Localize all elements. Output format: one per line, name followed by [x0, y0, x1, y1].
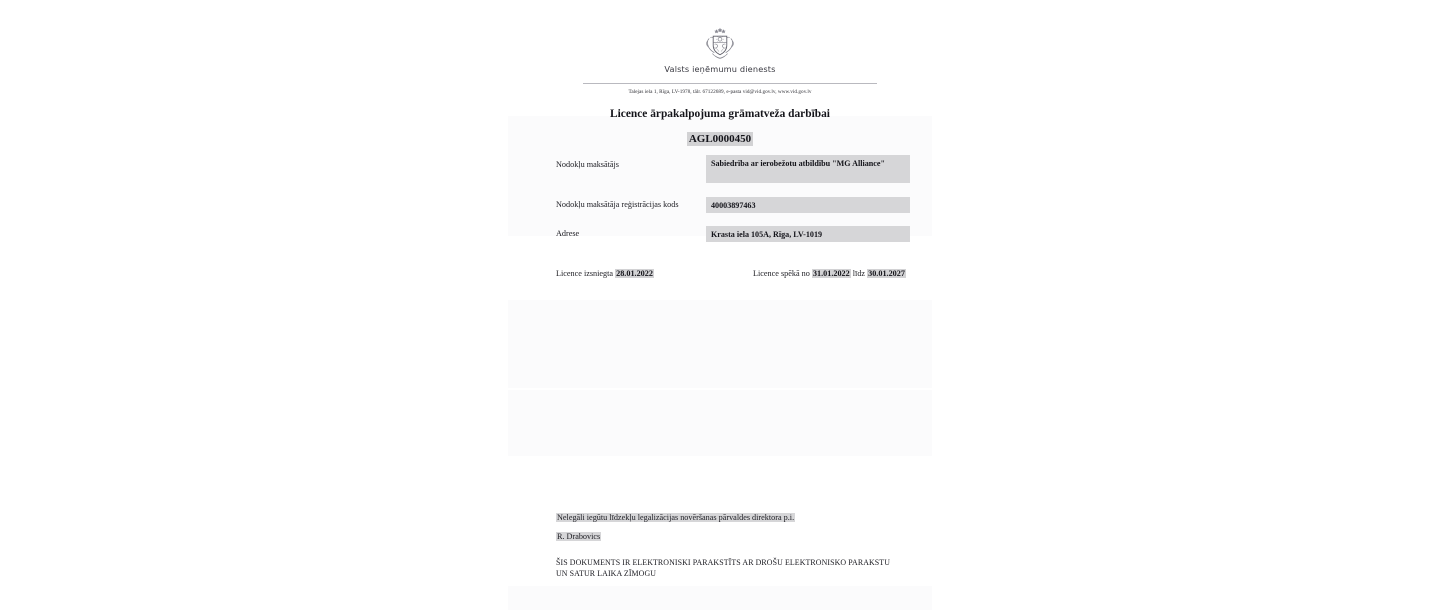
registration-code-label: Nodokļu maksātāja reģistrācijas kods	[556, 200, 679, 209]
document-title: Licence ārpakalpojuma grāmatveža darbībai	[610, 108, 830, 120]
license-valid-to-date: 30.01.2027	[868, 269, 905, 278]
render-band	[508, 344, 932, 388]
render-band	[508, 390, 932, 456]
document-page	[508, 0, 932, 610]
organization-contact-line: Talejas iela 1, Rīga, LV-1978, tālr. 67122689, e-pasta vid@vid.gov.lv, www.vid.gov.lv	[628, 89, 812, 95]
registration-code-value: 40003897463	[706, 197, 910, 213]
license-validity-group	[753, 269, 906, 278]
license-number: AGL0000450	[688, 133, 752, 145]
render-band	[508, 586, 932, 610]
license-number-row	[508, 129, 932, 147]
license-valid-from-label: Licence spēkā no	[753, 269, 810, 278]
taxpayer-value: Sabiedrība ar ierobežotu atbildību "MG Alliance"	[706, 155, 910, 183]
license-valid-to-label: līdz	[852, 269, 866, 278]
organization-name: Valsts ieņēmumu dienests	[664, 64, 776, 74]
address-value: Krasta iela 105A, Rīga, LV-1019	[706, 226, 910, 242]
license-valid-from-date: 31.01.2022	[812, 269, 850, 278]
license-issued-group	[556, 269, 654, 278]
render-band	[508, 300, 932, 344]
signatory-name: R. Drabovics	[557, 532, 601, 541]
taxpayer-label: Nodokļu maksātājs	[556, 160, 619, 169]
latvia-coat-of-arms-icon	[508, 26, 932, 67]
license-issued-label: Licence izsniegta	[556, 269, 614, 278]
signatory-title: Nelegāli iegūtu līdzekļu legalizācijas novēršanas pārvaldes direktora p.i.	[557, 513, 795, 522]
license-issued-date: 28.01.2022	[616, 269, 653, 278]
header-divider	[583, 83, 877, 84]
electronic-signature-note: ŠIS DOKUMENTS IR ELEKTRONISKI PARAKSTĪTS AR DROŠU ELEKTRONISKO PARAKSTU UN SATUR LAIKA ZĪMOGU	[556, 558, 891, 579]
address-label: Adrese	[556, 229, 580, 238]
